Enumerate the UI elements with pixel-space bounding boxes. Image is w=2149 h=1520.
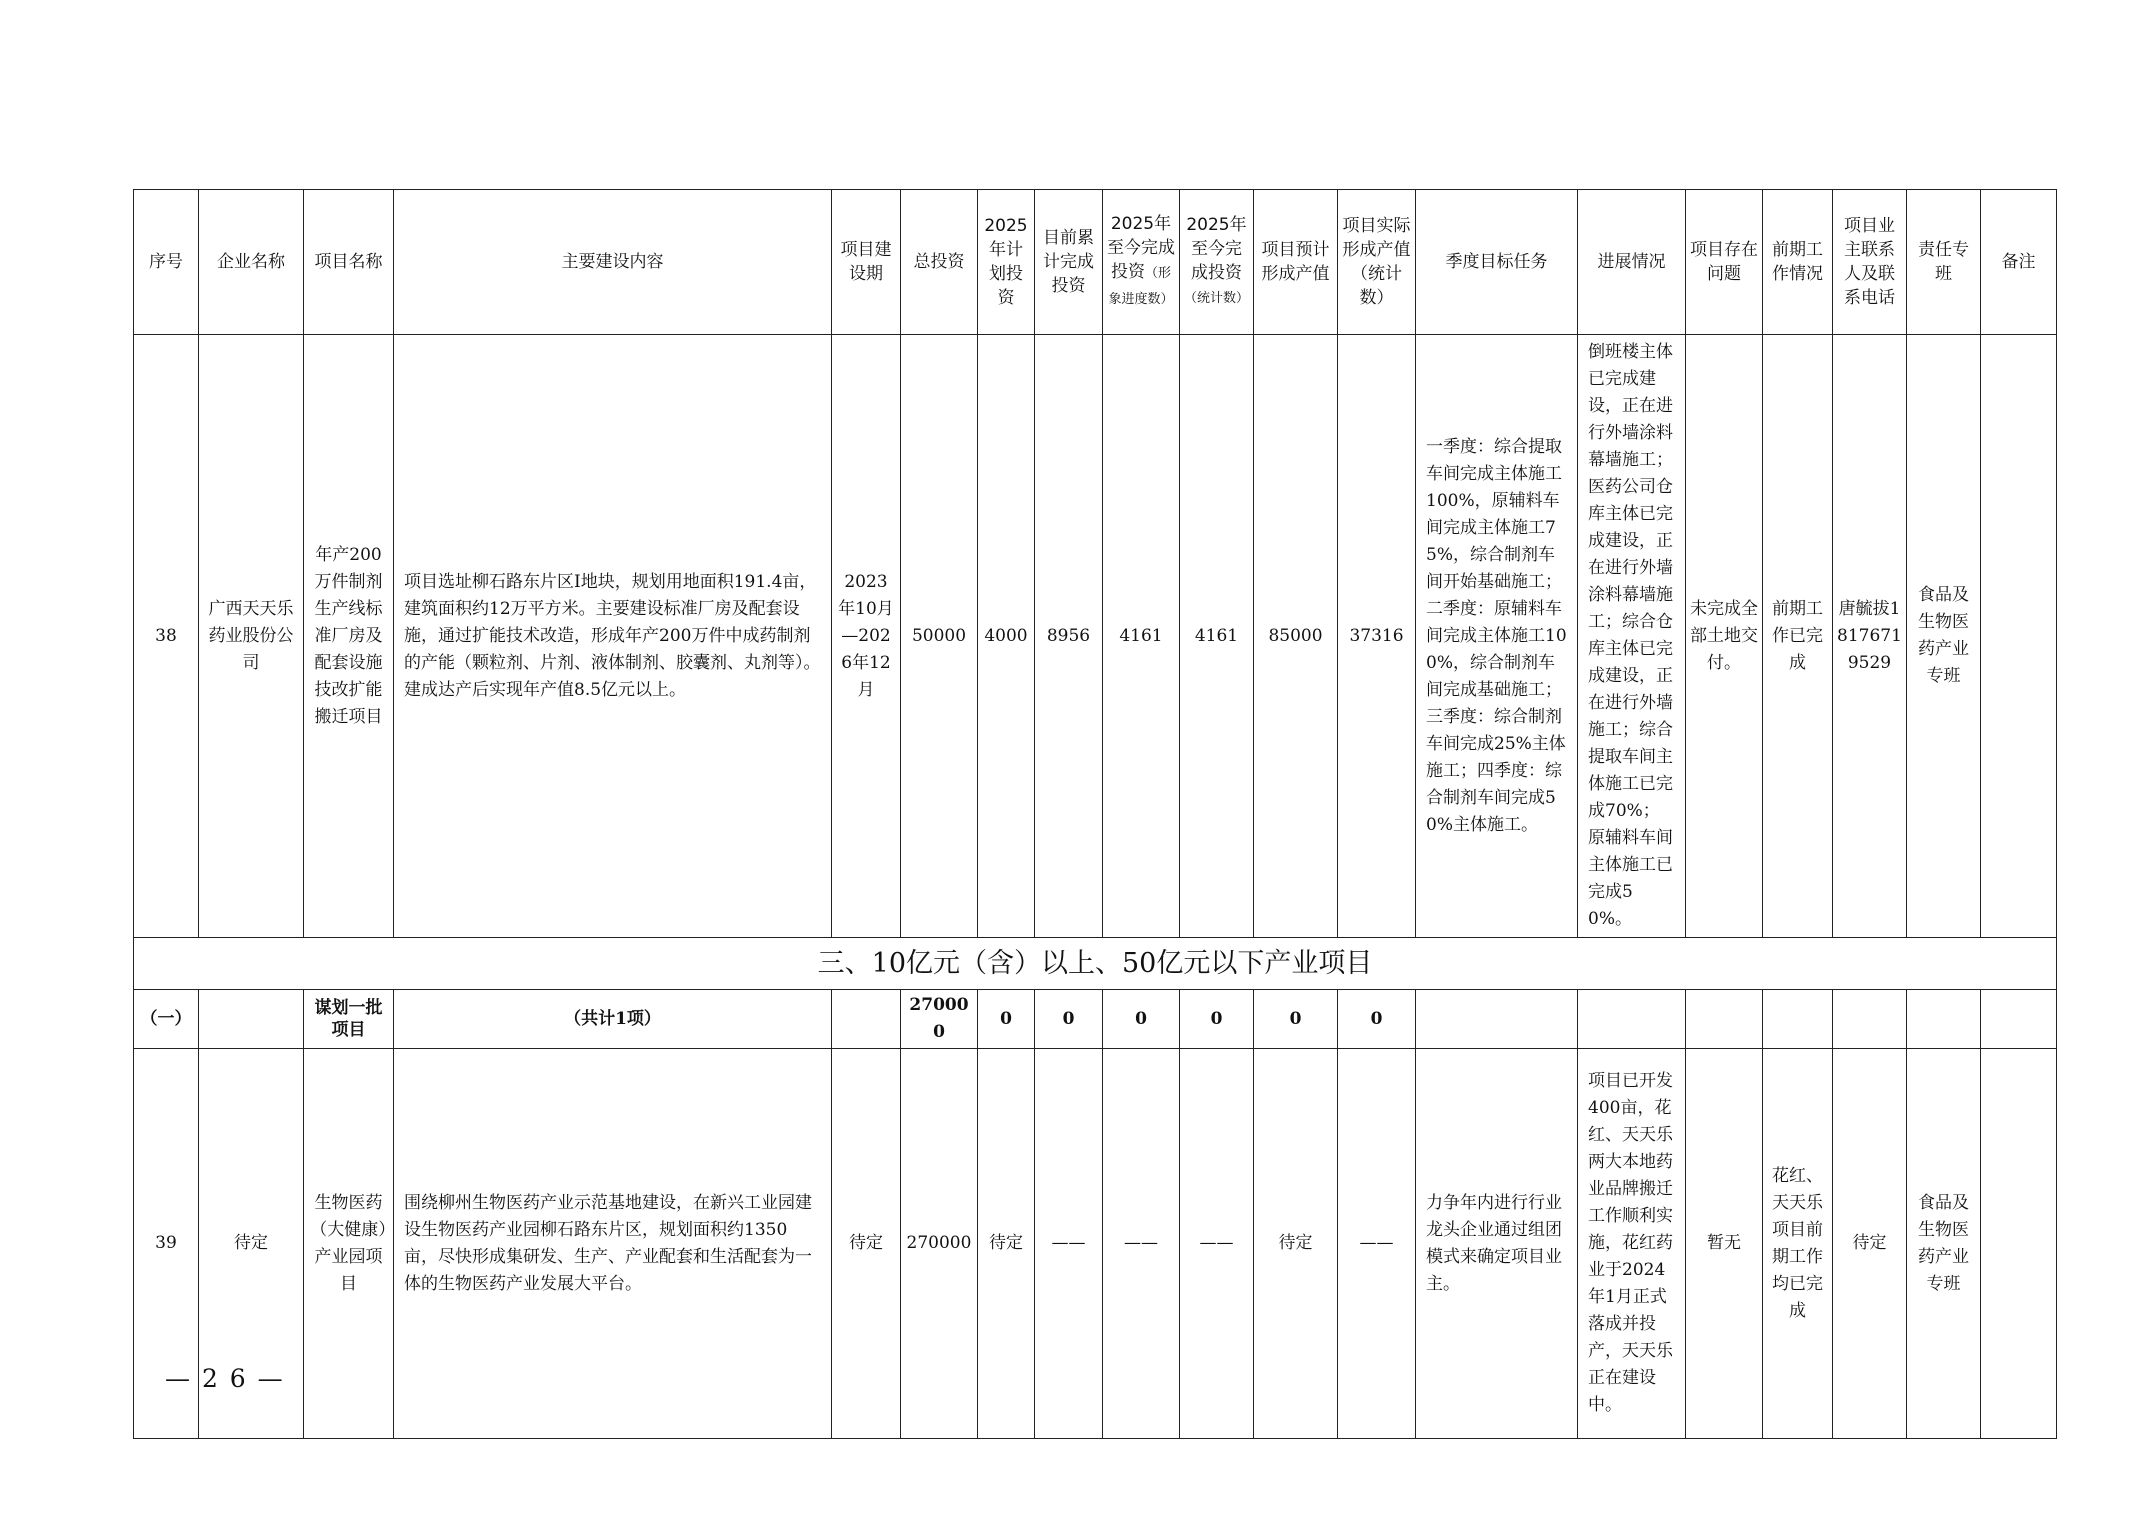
cell-company: 待定 <box>199 1049 304 1439</box>
cell-project: 年产200万件制剂生产线标准厂房及配套设施技改扩能搬迁项目 <box>304 335 394 938</box>
subtotal-content: （共计1项） <box>394 990 832 1049</box>
subtotal-expected-output: 0 <box>1254 990 1338 1049</box>
cell-quarter-goals: 一季度：综合提取车间完成主体施工100%，原辅料车间完成主体施工75%，综合制剂车间开始基础施工；二季度：原辅料车间完成主体施工100%，综合制剂车间完成基础施工；三季度：综合制剂车间完成25%主体施工；四季度：综合制剂车间完成50%主体施工。 <box>1416 335 1578 938</box>
cell-plan-2025: 待定 <box>978 1049 1035 1439</box>
cell-seq: 39 <box>134 1049 199 1439</box>
header-cumulative: 目前累计完成投资 <box>1035 190 1103 335</box>
header-quarter-goals: 季度目标任务 <box>1416 190 1578 335</box>
cell-contact: 待定 <box>1833 1049 1907 1439</box>
subtotal-actual-output: 0 <box>1338 990 1416 1049</box>
header-issues: 项目存在问题 <box>1686 190 1763 335</box>
subtotal-progress: 0 <box>1103 990 1180 1049</box>
header-contact: 项目业主联系人及联系电话 <box>1833 190 1907 335</box>
cell-actual-output: 37316 <box>1338 335 1416 938</box>
cell-company: 广西天天乐药业股份公司 <box>199 335 304 938</box>
cell-expected-output: 待定 <box>1254 1049 1338 1439</box>
header-stat-investment <box>1180 190 1254 335</box>
cell-cumulative: 8956 <box>1035 335 1103 938</box>
cell-content: 围绕柳州生物医药产业示范基地建设，在新兴工业园建设生物医药产业园柳石路东片区，规划面积约1350亩，尽快形成集研发、生产、产业配套和生活配套为一体的生物医药产业发展大平台。 <box>394 1049 832 1439</box>
cell-total: 270000 <box>901 1049 978 1439</box>
subtotal-cumulative: 0 <box>1035 990 1103 1049</box>
subtotal-row <box>134 990 2057 1049</box>
header-actual-output: 项目实际形成产值（统计数） <box>1338 190 1416 335</box>
cell-stat: —— <box>1180 1049 1254 1439</box>
header-row <box>134 190 2057 335</box>
header-progress-investment <box>1103 190 1180 335</box>
subtotal-stat: 0 <box>1180 990 1254 1049</box>
cell-seq: 38 <box>134 335 199 938</box>
header-team: 责任专班 <box>1907 190 1981 335</box>
table-row-38 <box>134 335 2057 938</box>
project-table <box>133 189 2057 1439</box>
subtotal-project: 谋划一批项目 <box>304 990 394 1049</box>
header-progress-note: （形象进度数） <box>1108 266 1174 307</box>
cell-plan-2025: 4000 <box>978 335 1035 938</box>
header-total: 总投资 <box>901 190 978 335</box>
cell-progress: 4161 <box>1103 335 1180 938</box>
header-stat-main: 2025年至今完成投资 <box>1186 215 1247 283</box>
cell-period: 待定 <box>832 1049 901 1439</box>
cell-quarter-goals: 力争年内进行行业龙头企业通过组团模式来确定项目业主。 <box>1416 1049 1578 1439</box>
cell-actual-output: —— <box>1338 1049 1416 1439</box>
cell-team: 食品及生物医药产业专班 <box>1907 335 1981 938</box>
cell-prework: 前期工作已完成 <box>1763 335 1833 938</box>
cell-expected-output: 85000 <box>1254 335 1338 938</box>
cell-remark <box>1981 335 2057 938</box>
cell-project: 生物医药（大健康）产业园项目 <box>304 1049 394 1439</box>
cell-issues: 未完成全部土地交付。 <box>1686 335 1763 938</box>
header-status: 进展情况 <box>1578 190 1686 335</box>
cell-content: 项目选址柳石路东片区I地块，规划用地面积191.4亩，建筑面积约12万平方米。主要建设标准厂房及配套设施，通过扩能技术改造，形成年产200万件中成药制剂的产能（颗粒剂、片剂、液体制剂、胶囊剂、丸剂等）。建成达产后实现年产值8.5亿元以上。 <box>394 335 832 938</box>
header-stat-note: （统计数） <box>1184 291 1250 306</box>
section-row <box>134 938 2057 990</box>
header-seq: 序号 <box>134 190 199 335</box>
cell-period: 2023年10月—2026年12月 <box>832 335 901 938</box>
header-project: 项目名称 <box>304 190 394 335</box>
table-row-39 <box>134 1049 2057 1439</box>
cell-prework: 花红、天天乐项目前期工作均已完成 <box>1763 1049 1833 1439</box>
subtotal-seq: （一） <box>134 990 199 1049</box>
cell-total: 50000 <box>901 335 978 938</box>
cell-stat: 4161 <box>1180 335 1254 938</box>
header-prework: 前期工作情况 <box>1763 190 1833 335</box>
header-content: 主要建设内容 <box>394 190 832 335</box>
cell-status: 倒班楼主体已完成建设，正在进行外墙涂料幕墙施工；医药公司仓库主体已完成建设，正在进行外墙涂料幕墙施工；综合仓库主体已完成建设，正在进行外墙施工；综合提取车间主体施工已完成70%；原辅料车间主体施工已完成50%。 <box>1578 335 1686 938</box>
cell-status: 项目已开发400亩，花红、天天乐两大本地药业品牌搬迁工作顺利实施，花红药业于2024年1月正式落成并投产，天天乐正在建设中。 <box>1578 1049 1686 1439</box>
header-expected-output: 项目预计形成产值 <box>1254 190 1338 335</box>
cell-team: 食品及生物医药产业专班 <box>1907 1049 1981 1439</box>
header-period: 项目建设期 <box>832 190 901 335</box>
cell-contact: 唐毓拔18176719529 <box>1833 335 1907 938</box>
cell-issues: 暂无 <box>1686 1049 1763 1439</box>
header-plan-2025: 2025年计划投资 <box>978 190 1035 335</box>
header-remark: 备注 <box>1981 190 2057 335</box>
cell-cumulative: —— <box>1035 1049 1103 1439</box>
subtotal-total: 270000 <box>901 990 978 1049</box>
page-number: — 2 6 — <box>165 1364 285 1393</box>
cell-remark <box>1981 1049 2057 1439</box>
cell-progress: —— <box>1103 1049 1180 1439</box>
section-title: 三、10亿元（含）以上、50亿元以下产业项目 <box>134 938 2057 990</box>
subtotal-plan-2025: 0 <box>978 990 1035 1049</box>
header-progress-main: 2025年至今完成投资 <box>1107 214 1175 282</box>
header-company: 企业名称 <box>199 190 304 335</box>
